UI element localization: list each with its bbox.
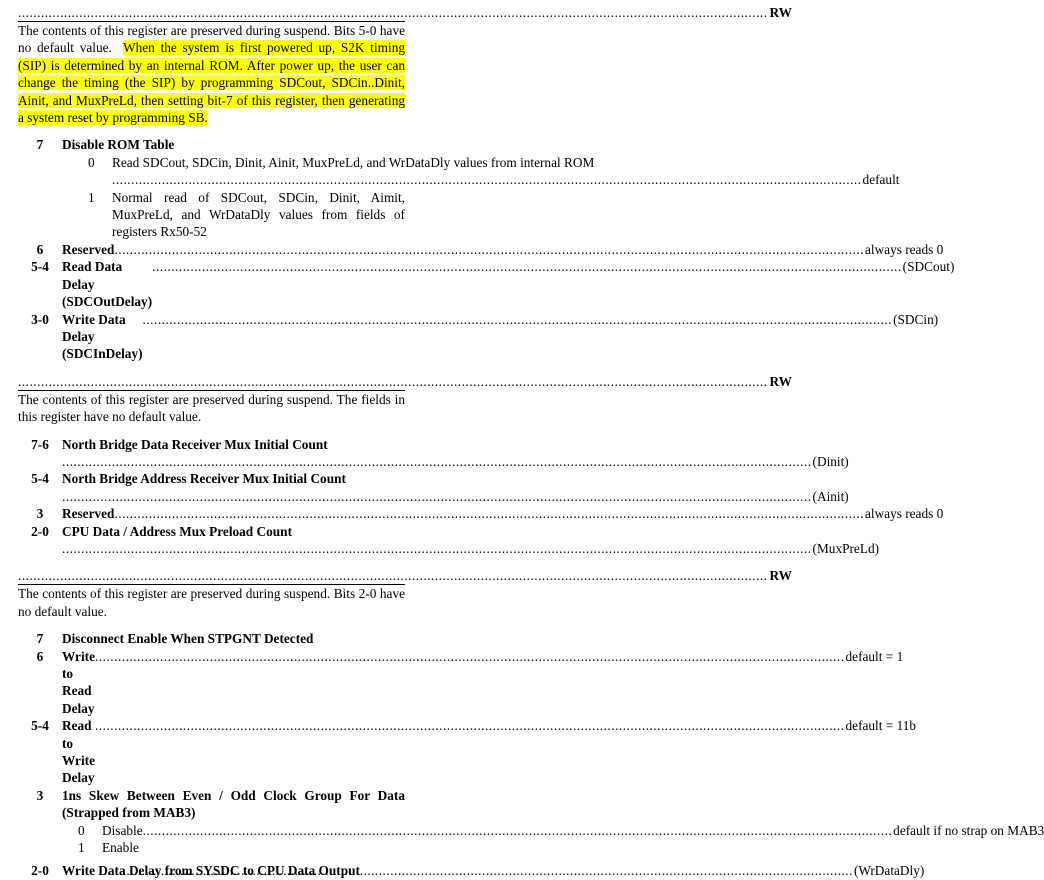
bit-field-2-0: 2-0 CPU Data / Address Mux Preload Count ..... (MuxPreLd) <box>18 523 405 558</box>
bit-field-3: 3 1ns Skew Between Even / Odd Clock Group For Data (Strapped from MAB3) <box>36 787 405 821</box>
access-type: RW <box>769 568 792 584</box>
bit-field-5-4: 5-4 Read to Write Delay ..... default = 11b <box>18 717 405 787</box>
bit-field-5-4: 5-4 North Bridge Address Receiver Mux Initial Count ..... (Ainit) <box>18 470 405 505</box>
section-description: The contents of this register are preserved during suspend. Bits 2-0 have no default value. <box>18 586 405 619</box>
bit-field-2-0-value: ..... (WrDataDly) <box>18 862 405 879</box>
bit-option-0: 0 Read SDCout, SDCin, Dinit, Ainit, MuxPreLd, and WrDataDly values from internal ROM ..... default <box>88 154 405 189</box>
bit-field-5-4: 5-4 Read Data Delay (SDCOutDelay) ..... (SDCout) <box>18 258 405 310</box>
section-description: The contents of this register are preserved during suspend. Bits 5-0 have no default value. When the system is first powered up, S2K timing (SIP) is determined by an internal ROM. After power up, the user can change the timing (the SIP) by programming SDCout, SDCin..Dinit, Ainit, and MuxPreLd, then setting bit-7 of this register, then generating a system reset by programming SB. <box>18 23 405 126</box>
bit-option-1: 1 Enable <box>78 840 139 856</box>
highlighted-text: When the system is first powered up, S2K timing (SIP) is determined by an internal ROM. After power up, the user can change the timing (the SIP) by programming SDCout, SDCin..Dinit, Ainit, and MuxPreLd, then setting bit-7 of this register, then generating a system reset by programming SB. <box>18 40 405 126</box>
bit-field-6: 6 Write to Read Delay ..... default = 1 <box>18 648 405 718</box>
bit-option-0: 0 Disable ..... default if no strap on MAB3 <box>78 822 405 839</box>
bit-field-7: 7 Disconnect Enable When STPGNT Detected <box>36 631 314 647</box>
register-document <box>18 4 1044 880</box>
bit-field-3: 3 Reserved ..... always reads 0 <box>18 505 405 522</box>
bit-field-2-0: 2-0 Write Data Delay from SYSDC to CPU Data Output <box>31 863 360 879</box>
bit-field-7: 7 Disable ROM Table <box>36 137 175 153</box>
access-type: RW <box>769 373 792 389</box>
section-header-offset-51 <box>18 373 792 391</box>
section-header-offset-50 <box>18 4 792 22</box>
bit-option-1: 1 Normal read of SDCout, SDCin, Dinit, Aimit, MuxPreLd, and WrDataDly values from fields of registers Rx50-52 <box>88 189 405 240</box>
bit-field-7-6: 7-6 North Bridge Data Receiver Mux Initial Count ..... (Dinit) <box>18 436 405 471</box>
section-header-offset-52 <box>18 567 792 585</box>
bit-field-3-0: 3-0 Write Data Delay (SDCInDelay) ..... (SDCin) <box>18 311 405 363</box>
bit-field-6: 6 Reserved ..... always reads 0 <box>18 241 405 258</box>
access-type: RW <box>769 5 792 20</box>
section-description: The contents of this register are preserved during suspend. The fields in this register have no default value. <box>18 391 405 425</box>
